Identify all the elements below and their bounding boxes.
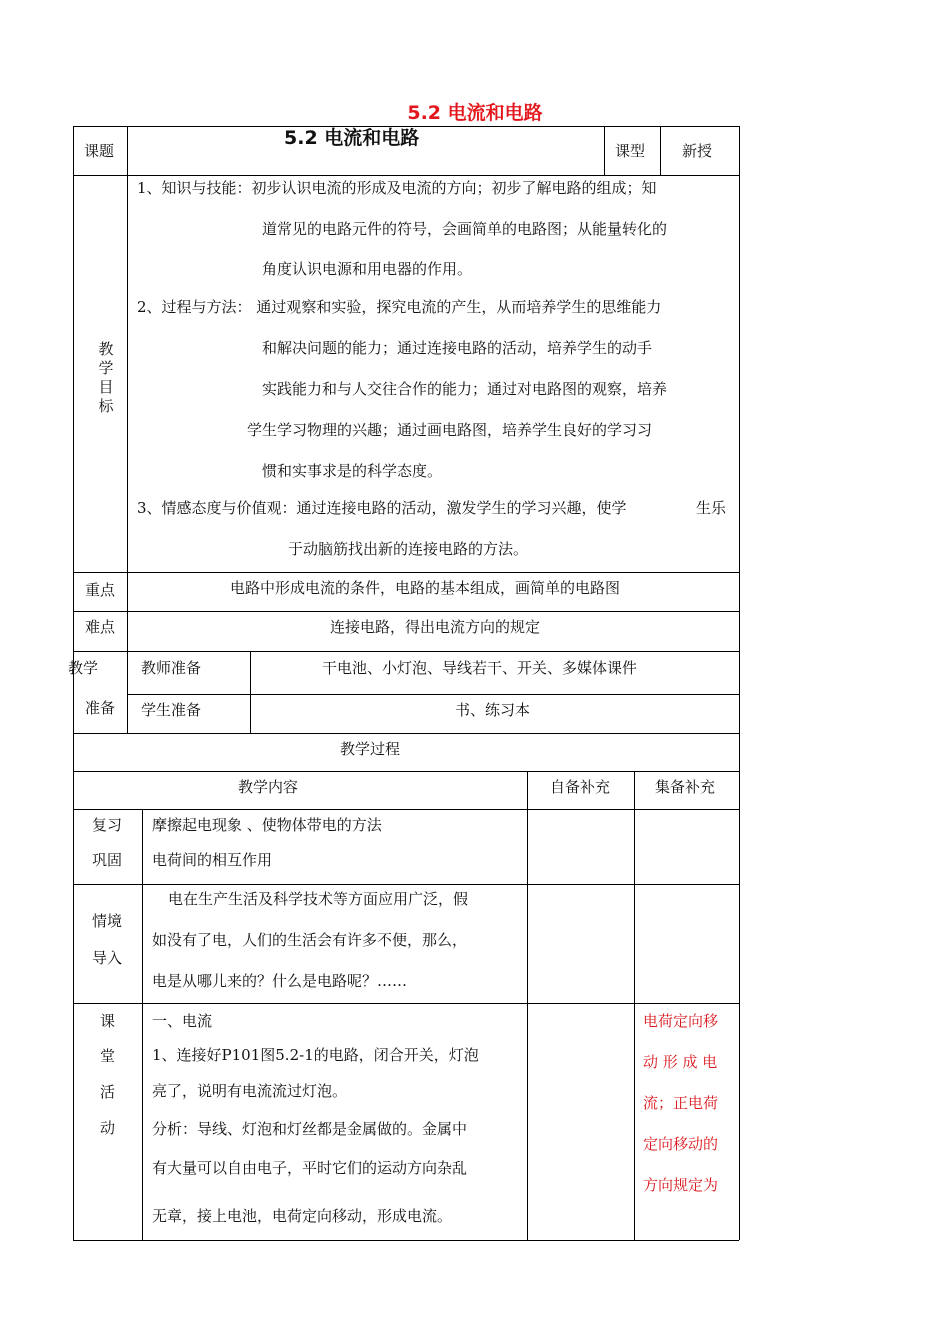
intro-line: 如没有了电，人们的生活会有许多不便，那么， [152,931,468,949]
goals-line: 惯和实事求是的科学态度。 [262,462,443,480]
difficulty-text: 连接电路，得出电流方向的规定 [330,618,541,636]
review-line: 摩擦起电现象 、使物体带电的方法 [152,816,382,834]
student-prep-items: 书、练习本 [455,701,531,719]
activity-line: 一、电流 [152,1012,213,1030]
process-label: 教学过程 [340,740,401,758]
key-point-label: 重点 [85,581,116,599]
difficulty-label: 难点 [85,618,116,636]
activity-label-char: 活 [100,1083,116,1101]
prep-label-top: 教学 [68,659,99,677]
goals-line: 生乐 [696,499,727,517]
review-line: 电荷间的相互作用 [152,851,273,869]
column-self-header: 自备补充 [550,778,611,796]
goals-line: 3、情感态度与价值观：通过连接电路的活动，激发学生的学习兴趣，使学 [137,499,627,517]
lesson-type-label: 课型 [615,142,646,160]
lesson-type-value: 新授 [682,142,713,160]
review-label: 巩固 [92,851,123,869]
activity-label-char: 课 [100,1012,116,1030]
group-note-line: 动 形 成 电 [643,1053,718,1071]
intro-line: 电在生产生活及科学技术等方面应用广泛，假 [168,890,469,908]
intro-label: 情境 [92,912,123,930]
group-note-line: 方向规定为 [643,1176,719,1194]
teacher-prep-items: 干电池、小灯泡、导线若干、开关、多媒体课件 [322,659,638,677]
activity-line: 亮了，说明有电流流过灯泡。 [152,1082,348,1100]
review-label: 复习 [92,816,123,834]
column-group-header: 集备补充 [655,778,716,796]
column-content-header: 教学内容 [238,778,299,796]
topic-label: 课题 [84,142,115,160]
intro-label: 导入 [92,949,123,967]
activity-label-char: 堂 [100,1047,116,1065]
prep-label-bottom: 准备 [85,699,116,717]
activity-line: 1、连接好P101图5.2-1的电路，闭合开关，灯泡 [152,1046,479,1064]
goals-line: 实践能力和与人交往合作的能力；通过对电路图的观察，培养 [262,380,668,398]
topic-value: 5.2 电流和电路 [284,127,420,149]
goals-line: 和解决问题的能力；通过连接电路的活动，培养学生的动手 [262,339,653,357]
group-note-line: 电荷定向移 [643,1012,719,1030]
goals-line: 2、过程与方法： 通过观察和实验，探究电流的产生，从而培养学生的思维能力 [137,298,662,316]
activity-line: 分析：导线、灯泡和灯丝都是金属做的。金属中 [152,1120,468,1138]
activity-line: 无章，接上电池，电荷定向移动，形成电流。 [152,1207,453,1225]
document-title: 5.2 电流和电路 [407,102,543,124]
key-point-text: 电路中形成电流的条件，电路的基本组成，画简单的电路图 [230,579,621,597]
goals-line: 角度认识电源和用电器的作用。 [262,260,473,278]
intro-line: 电是从哪儿来的？什么是电路呢？…… [152,972,408,990]
goals-line: 1、知识与技能：初步认识电流的形成及电流的方向；初步了解电路的组成；知 [137,179,657,197]
goals-label: 教学目标 [98,340,114,415]
activity-line: 有大量可以自由电子，平时它们的运动方向杂乱 [152,1159,468,1177]
goals-line: 学生学习物理的兴趣；通过画电路图，培养学生良好的学习习 [247,421,653,439]
teacher-prep-label: 教师准备 [141,659,202,677]
group-note-line: 流；正电荷 [643,1094,719,1112]
goals-line: 道常见的电路元件的符号，会画简单的电路图；从能量转化的 [262,220,668,238]
goals-line: 于动脑筋找出新的连接电路的方法。 [288,540,529,558]
student-prep-label: 学生准备 [141,701,202,719]
activity-label-char: 动 [100,1119,116,1137]
group-note-line: 定向移动的 [643,1135,719,1153]
